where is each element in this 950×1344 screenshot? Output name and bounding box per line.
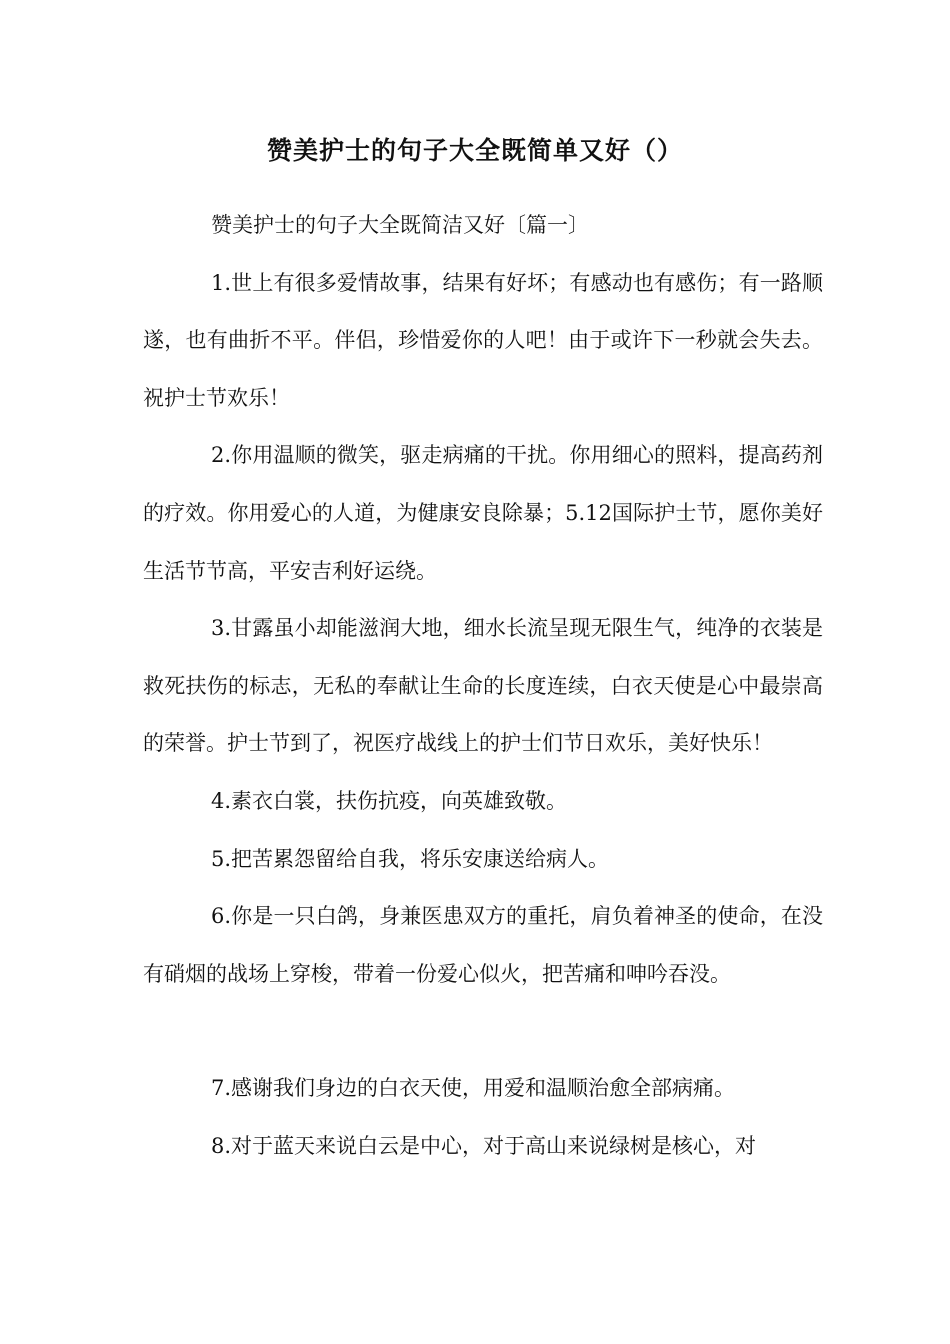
paragraph-7: 7.感谢我们身边的白衣天使，用爱和温顺治愈全部病痛。 [211, 1076, 736, 1101]
paragraph-3: 3.甘露虽小却能滋润大地，细水长流呈现无限生气，纯净的衣装是救死扶伤的标志，无私的奉献让生命的长度连续，白衣天使是心中最崇高的荣誉。护士节到了，祝医疗战线上的护士们节日欢乐，美好快乐！ [143, 616, 823, 756]
paragraph-4: 4.素衣白裳，扶伤抗疫，向英雄致敬。 [211, 788, 568, 813]
section-heading: 赞美护士的句子大全既简洁又好〔篇一〕 [211, 213, 589, 237]
paragraph-8: 8.对于蓝天来说白云是中心，对于高山来说绿树是核心，对 [211, 1133, 757, 1158]
paragraph-6: 6.你是一只白鸽，身兼医患双方的重托，肩负着神圣的使命，在没有硝烟的战场上穿梭，带着一份爱心似火，把苦痛和呻吟吞没。 [143, 904, 823, 986]
document-title: 赞美护士的句子大全既简单又好（） [266, 136, 683, 165]
paragraph-1: 1.世上有很多爱情故事，结果有好坏；有感动也有感伤；有一路顺遂，也有曲折不平。伴侣，珍惜爱你的人吧！由于或许下一秒就会失去。祝护士节欢乐！ [143, 270, 823, 410]
paragraph-5: 5.把苦累怨留给自我，将乐安康送给病人。 [211, 846, 610, 871]
document-body [143, 197, 823, 1176]
paragraph-2: 2.你用温顺的微笑，驱走病痛的干扰。你用细心的照料，提高药剂的疗效。你用爱心的人道，为健康安良除暴；5.12国际护士节，愿你美好生活节节高，平安吉利好运绕。 [143, 443, 823, 583]
